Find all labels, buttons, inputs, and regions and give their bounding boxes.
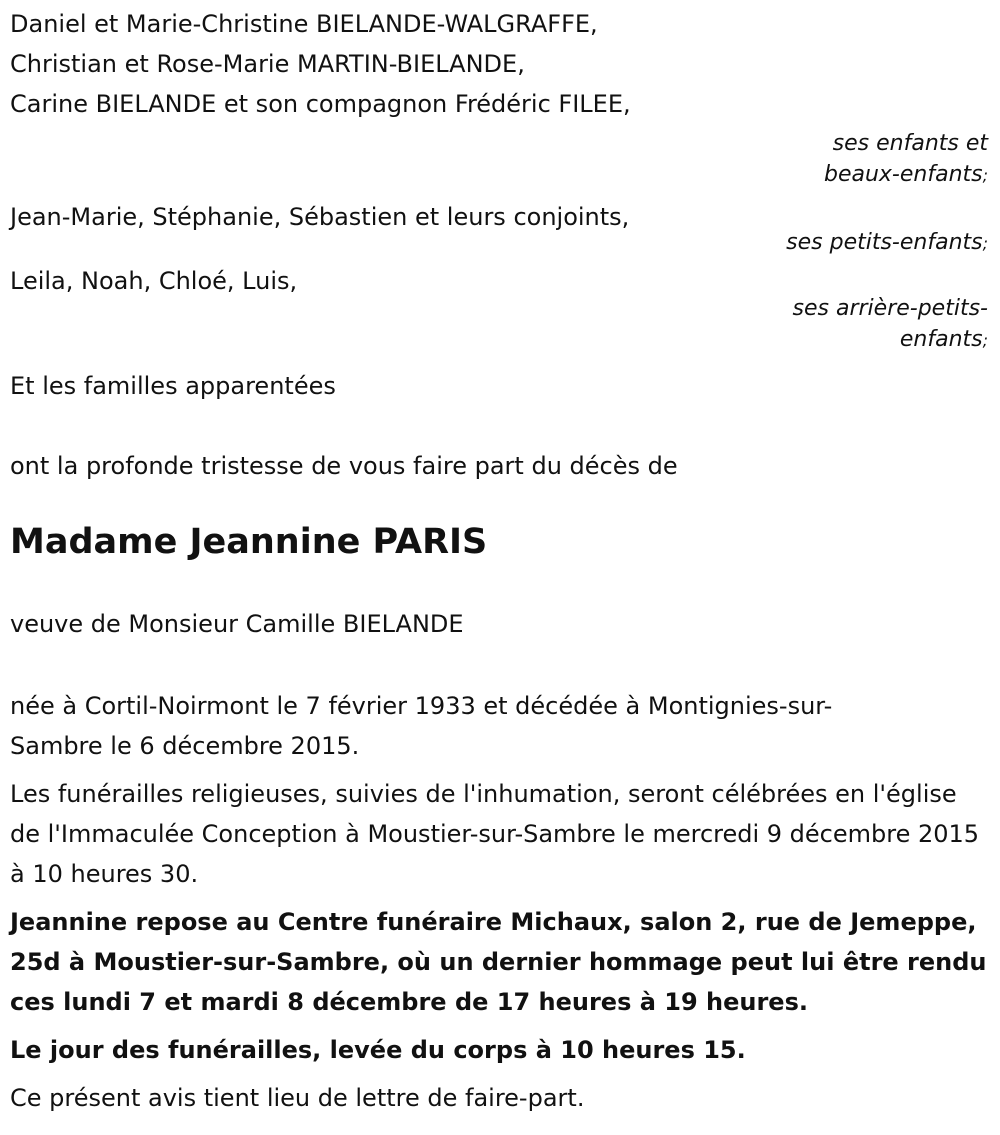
relatives-line: Et les familles apparentées xyxy=(10,372,336,400)
great-grandchildren-names: Leila, Noah, Chloé, Luis, xyxy=(10,267,298,295)
role-children-line-1: ses enfants et xyxy=(832,131,988,156)
role-children-line-2 xyxy=(10,159,988,191)
notice-paragraph: Ce présent avis tient lieu de lettre de faire-part. xyxy=(10,1084,585,1112)
role-great-line-2 xyxy=(10,324,988,356)
role-separator: ; xyxy=(982,166,988,185)
family-line-1: Daniel et Marie-Christine BIELANDE-WALGRAFFE, xyxy=(10,10,598,38)
birth-death-paragraph: née à Cortil-Noirmont le 7 février 1933 et décédée à Montignies-sur-Sambre le 6 décembre 2015. xyxy=(10,692,833,760)
grandchildren-names: Jean-Marie, Stéphanie, Sébastien et leurs conjoints, xyxy=(10,203,630,231)
funeral-ceremony-paragraph: Les funérailles religieuses, suivies de l'inhumation, seront célébrées en l'église de l'Immaculée Conception à Moustier-sur-Sambre le mercredi 9 décembre 2015 à 10 heures 30. xyxy=(10,780,980,888)
viewing-paragraph: Jeannine repose au Centre funéraire Michaux, salon 2, rue de Jemeppe, 25d à Moustier-sur-Sambre, où un dernier hommage peut lui être rendu ces lundi 7 et mardi 8 décembre de 17 heures à 19 heures. xyxy=(10,908,987,1016)
announcement-line: ont la profonde tristesse de vous faire part du décès de xyxy=(10,452,678,480)
role-children xyxy=(10,128,990,191)
role-separator: ; xyxy=(982,331,988,350)
role-great-line-1: ses arrière-petits- xyxy=(792,296,988,321)
family-line-2: Christian et Rose-Marie MARTIN-BIELANDE, xyxy=(10,50,525,78)
deceased-name: Madame Jeannine PARIS xyxy=(10,522,488,562)
role-separator: ; xyxy=(982,234,988,253)
role-grandchildren-text: ses petits-enfants xyxy=(786,230,983,255)
widow-of-line: veuve de Monsieur Camille BIELANDE xyxy=(10,610,464,638)
departure-paragraph: Le jour des funérailles, levée du corps à 10 heures 15. xyxy=(10,1036,746,1064)
role-great-text: enfants xyxy=(899,327,983,352)
role-children-text: beaux-enfants xyxy=(823,162,983,187)
family-line-3: Carine BIELANDE et son compagnon Frédéric FILEE, xyxy=(10,90,631,118)
role-great-grandchildren xyxy=(10,293,990,356)
